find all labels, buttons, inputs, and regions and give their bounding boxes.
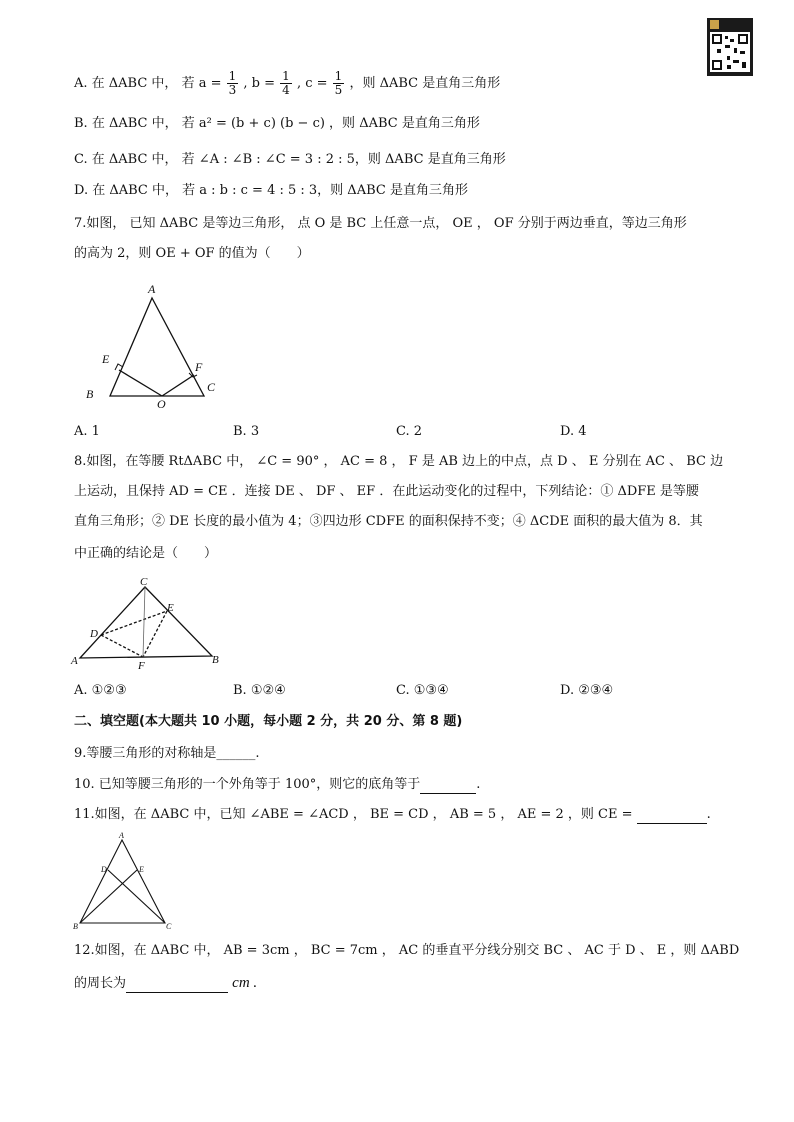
q11-prefix: 11.如图，在 ΔABC 中，已知 ∠ABE = ∠ACD ， BE = CD ， AB = 5 ， AE = 2 ，则 CE = — [74, 807, 633, 822]
q7-option-b: B. 3 — [233, 424, 260, 439]
q10-prefix: 10. 已知等腰三角形的一个外角等于 100°，则它的底角等于 — [74, 777, 421, 792]
q8-label-f: F — [138, 660, 145, 672]
q8-stem-line4: 中正确的结论是（ ） — [74, 546, 218, 561]
q8-label-d: D — [90, 628, 98, 640]
c-label: , c = — [296, 76, 328, 91]
q7-label-o: O — [157, 397, 166, 408]
q8-option-d: D. ②③④ — [560, 683, 614, 698]
q8-label-b: B — [212, 654, 219, 666]
q7-stem-line2: 的高为 2，则 OE + OF 的值为（ ） — [74, 246, 310, 261]
q7-label-c: C — [207, 380, 216, 394]
q6-option-b: B. 在 ΔABC 中， 若 a² = (b + c) (b − c) ，则 ΔABC 是直角三角形 — [74, 116, 480, 131]
q9-text: 9.等腰三角形的对称轴是______. — [74, 746, 260, 761]
q6-option-d: D. 在 ΔABC 中， 若 a : b : c = 4 : 5 : 3，则 ΔABC 是直角三角形 — [74, 183, 468, 198]
q8-option-a: A. ①②③ — [74, 683, 127, 698]
q8-stem-line1: 8.如图，在等腰 RtΔABC 中， ∠C = 90° ， AC = 8 ， F 是 AB 边上的中点，点 D 、 E 分别在 AC 、 BC 边 — [74, 454, 724, 469]
q12-suffix: cm . — [232, 975, 258, 991]
q11-label-c: C — [166, 922, 172, 931]
q6-option-a-prefix: A. 在 ΔABC 中， 若 a = — [74, 76, 222, 91]
q7-option-d: D. 4 — [560, 424, 587, 439]
fraction-a: $\frac{1}{3}$ — [228, 69, 237, 97]
q7-figure — [80, 278, 230, 408]
q11-suffix: . — [706, 807, 711, 822]
q8-stem-line3: 直角三角形；② DE 长度的最小值为 4；③四边形 CDFE 的面积保持不变；④ ΔCDE 面积的最大值为 8．其 — [74, 514, 703, 529]
q11-label-e: E — [139, 865, 144, 874]
q11-label-a: A — [119, 831, 124, 840]
q7-label-a: A — [148, 282, 156, 296]
q7-label-b: B — [86, 387, 94, 401]
section-2-heading: 二、填空题(本大题共 10 小题，每小题 2 分，共 20 分、第 8 题) — [74, 714, 463, 729]
q7-label-e: E — [102, 352, 110, 366]
q10-text — [74, 776, 480, 794]
q6-option-a — [74, 70, 500, 97]
fraction-c: $\frac{1}{5}$ — [334, 69, 343, 97]
q10-answer-blank[interactable] — [420, 779, 476, 794]
q6-option-a-suffix: ，则 ΔABC 是直角三角形 — [349, 76, 501, 91]
q12-stem-line2 — [74, 974, 257, 993]
q7-option-a: A. 1 — [74, 424, 100, 439]
q10-suffix: . — [476, 777, 481, 792]
qr-code — [707, 18, 753, 76]
q11-answer-blank[interactable] — [637, 809, 707, 824]
q8-option-c: C. ①③④ — [396, 683, 449, 698]
q8-option-b: B. ①②④ — [233, 683, 286, 698]
q7-stem-line1: 7.如图， 已知 ΔABC 是等边三角形， 点 O 是 BC 上任意一点， OE ， OF 分别于两边垂直，等边三角形 — [74, 216, 687, 231]
q7-label-f: F — [195, 360, 203, 374]
q8-label-c: C — [140, 576, 148, 588]
q8-figure — [68, 574, 228, 674]
q7-option-c: C. 2 — [396, 424, 423, 439]
q8-label-e: E — [167, 602, 174, 614]
b-label: , b = — [243, 76, 276, 91]
fraction-b: $\frac{1}{4}$ — [282, 69, 290, 97]
q12-answer-blank[interactable] — [126, 978, 228, 993]
q11-label-d: D — [101, 865, 107, 874]
q11-text — [74, 806, 711, 824]
q11-label-b: B — [73, 922, 78, 931]
q12-prefix: 的周长为 — [74, 976, 127, 991]
q8-stem-line2: 上运动，且保持 AD = CE ．连接 DE 、 DF 、 EF ．在此运动变化的过程中，下列结论：① ΔDFE 是等腰 — [74, 484, 699, 499]
q11-figure — [70, 830, 180, 934]
q12-stem-line1: 12.如图，在 ΔABC 中， AB = 3cm ， BC = 7cm ， AC 的垂直平分线分别交 BC 、 AC 于 D 、 E ，则 ΔABD — [74, 943, 740, 958]
q8-label-a: A — [71, 655, 78, 667]
q6-option-c: C. 在 ΔABC 中， 若 ∠A : ∠B : ∠C = 3 : 2 : 5，则 ΔABC 是直角三角形 — [74, 152, 506, 167]
